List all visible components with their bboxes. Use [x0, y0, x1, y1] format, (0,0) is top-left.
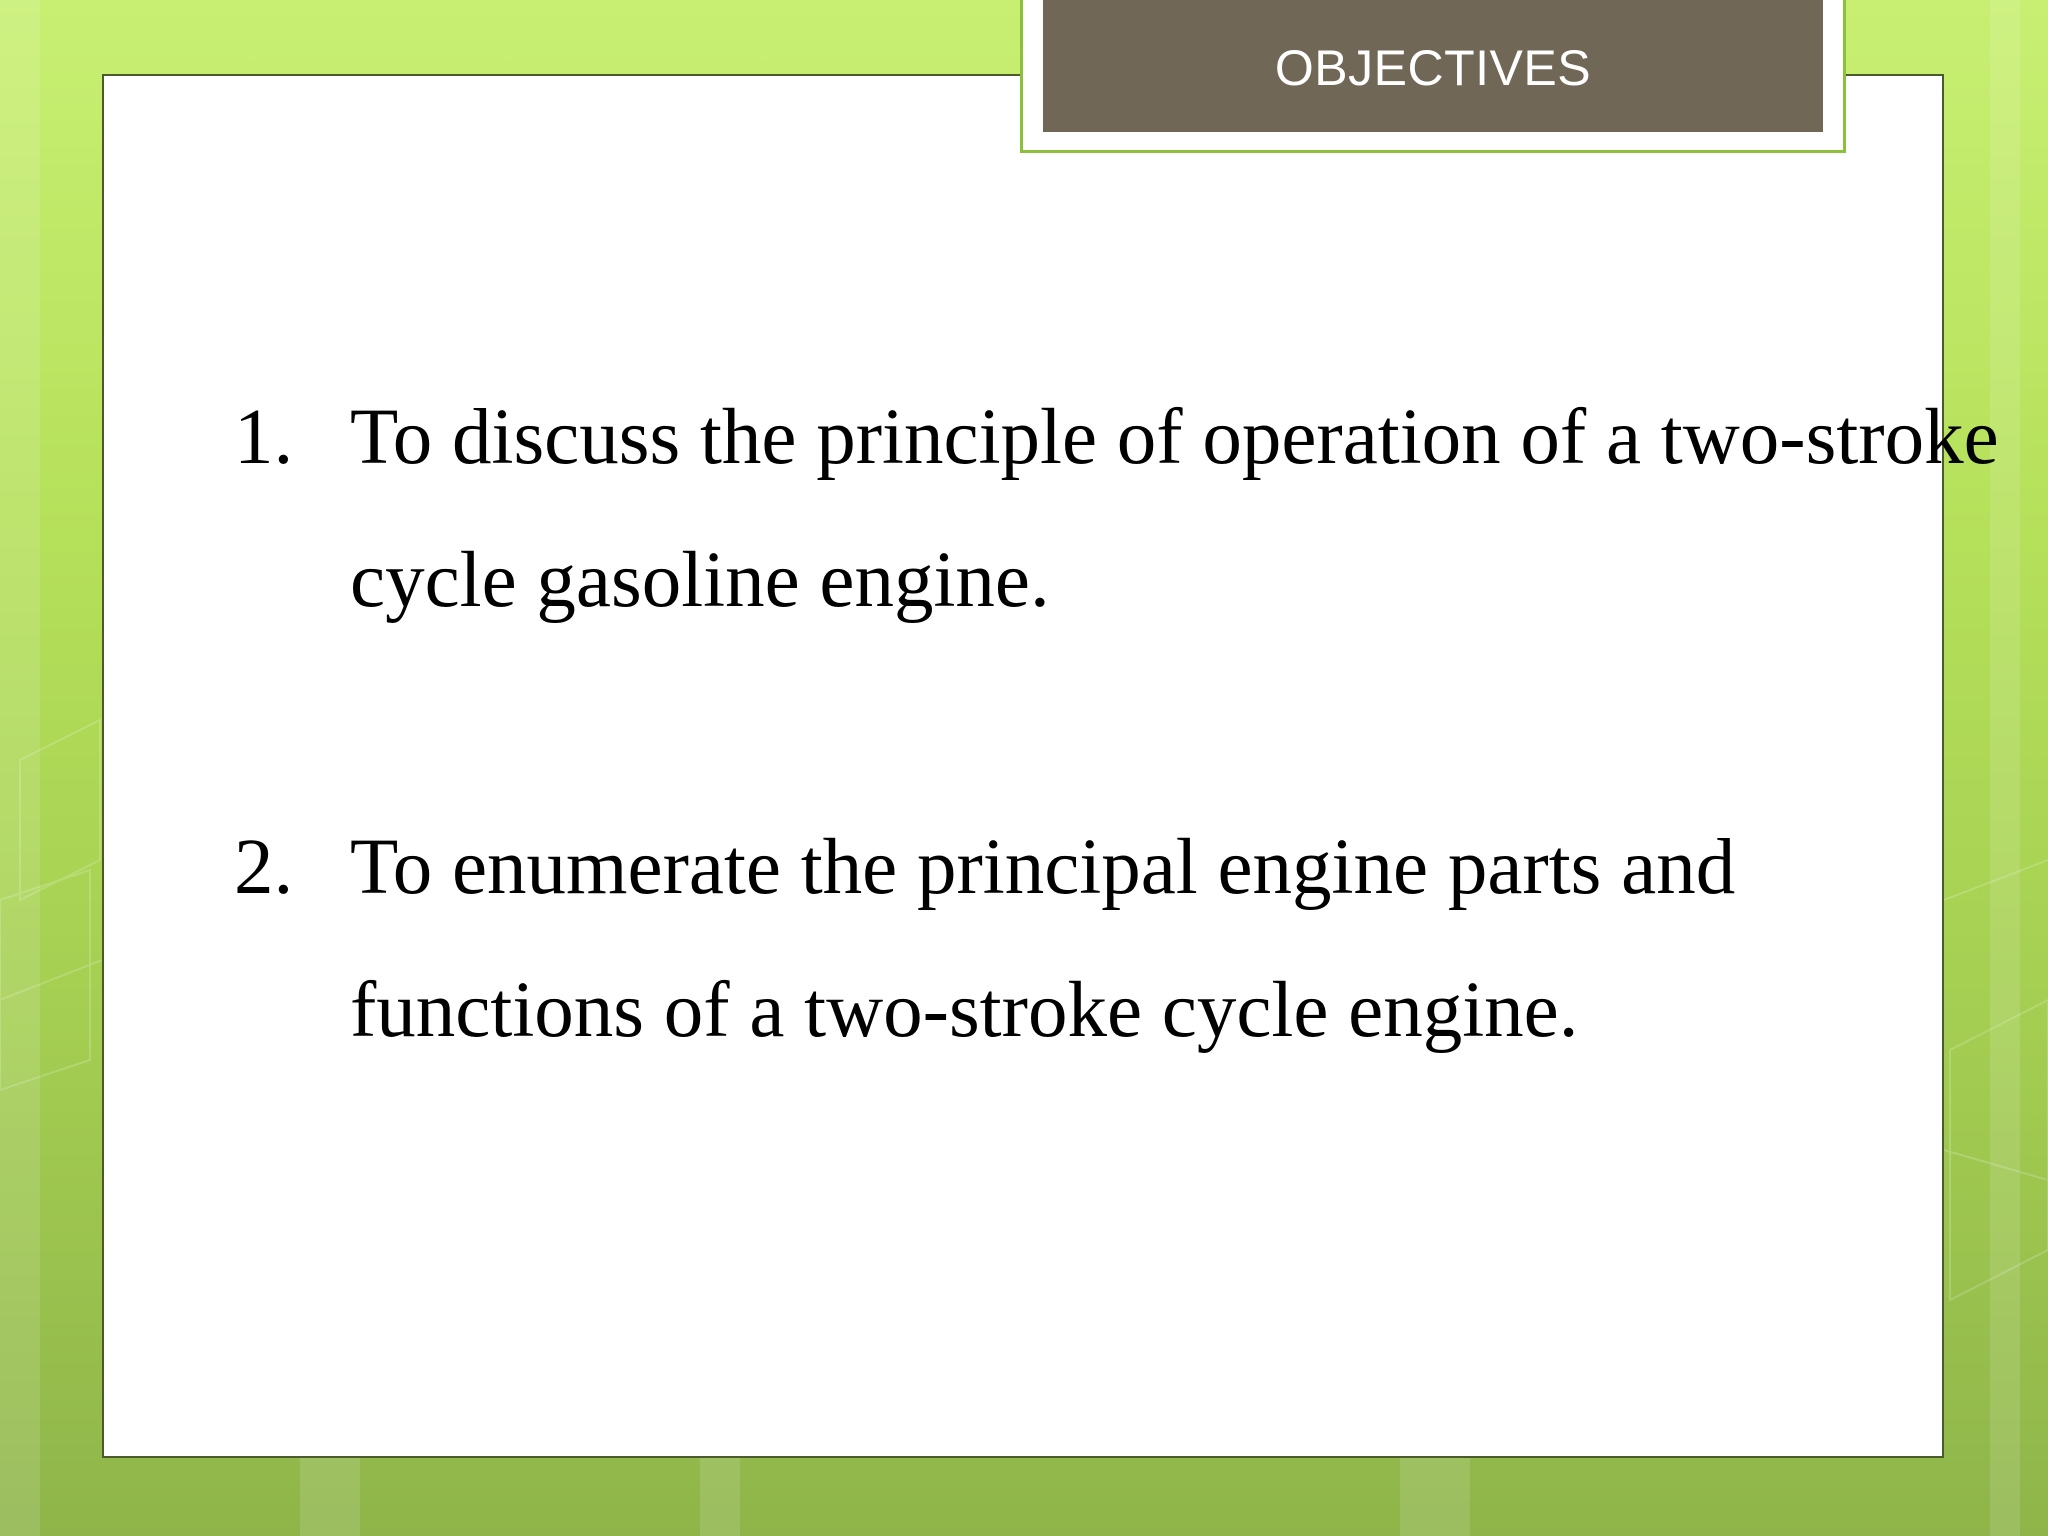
title-banner [1043, 0, 1823, 132]
objective-number: 2. [234, 824, 294, 911]
objective-item [234, 366, 2024, 652]
objective-number: 1. [234, 394, 294, 481]
objectives-list [234, 366, 2024, 1226]
objective-text: To enumerate the principal engine parts and functions of a two-stroke cycle engine. [350, 824, 1736, 1054]
objective-text: To discuss the principle of operation of a two-stroke cycle gasoline engine. [350, 394, 1999, 624]
title-tab [1020, 0, 1846, 153]
content-panel [102, 74, 1999, 1458]
objective-item [234, 796, 2024, 1082]
slide-title: OBJECTIVES [1274, 40, 1592, 96]
